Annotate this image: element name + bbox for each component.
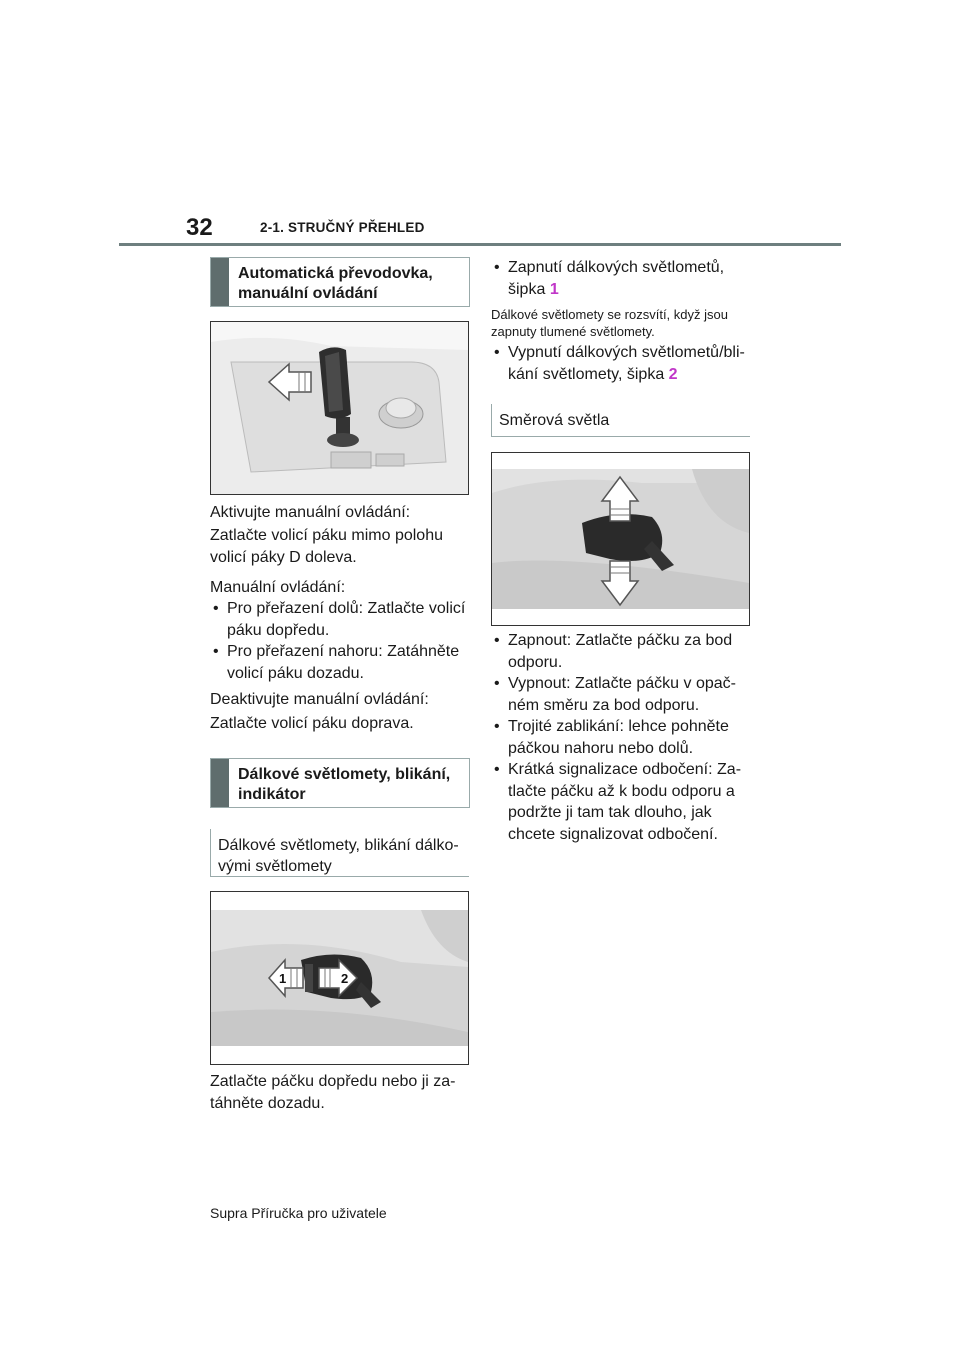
section-title: 2-1. STRUČNÝ PŘEHLED [260,220,425,235]
heading-automatic-transmission [210,257,470,307]
subheading-high-beams-flash [210,829,469,877]
list-item: • Vypnutí dálkových světlometů/bli-kání světlomety, šipka 2 [491,342,753,385]
arrow-label-1: 1 [279,971,287,986]
turn-signal-lever-image [491,452,750,626]
heading-accent-bar [211,258,229,306]
list-item: • Zapnutí dálkových světlometů, šipka 1 [491,257,749,300]
list-item: • Trojité zablikání: lehce pohněte páčkou nahoru nebo dolů. [491,716,753,759]
text-manual: Manuální ovládání: [210,579,346,596]
header-rule [119,243,841,246]
high-beam-lever-image [210,891,469,1065]
footer-text: Supra Příručka pro uživatele [210,1205,387,1221]
text-deactivate: Deaktivujte manuální ovládání: [210,691,429,708]
arrow-label-2: 2 [341,971,349,986]
subheading-text: Směrová světla [499,412,610,429]
list-item: • Zapnout: Zatlačte páčku za bod odporu. [491,630,753,673]
heading-text: Automatická převodovka, manuální ovládání [238,265,433,302]
arrow-number: 2 [668,365,678,383]
heading-high-beams [210,758,470,808]
heading-accent-bar [211,759,229,807]
arrow-number: 1 [549,280,559,298]
high-beam-off-item [491,342,753,385]
text-lever-push: Zatlačte páčku dopředu nebo ji za-táhněte dozadu. [210,1073,456,1112]
subheading-turn-signals [491,404,750,437]
subheading-text: Dálkové světlomety, blikání dálko-vými světlomety [218,837,459,875]
list-item: • Pro přeřazení dolů: Zatlačte volicí páku dopředu. [210,598,468,641]
list-item: • Pro přeřazení nahoru: Zatáhněte volicí páku dozadu. [210,641,468,684]
manual-bullet-list [210,598,468,684]
text-push-left: Zatlačte volicí páku mimo polohu volicí páky D doleva. [210,527,443,566]
high-beam-on-item [491,257,749,300]
text-activate: Aktivujte manuální ovládání: [210,504,411,521]
note-high-beam: Dálkové světlomety se rozsvítí, když jsou zapnuty tlumené světlomety. [491,307,728,339]
heading-text: Dálkové světlomety, blikání, indikátor [238,766,451,803]
text-push-right: Zatlačte volicí páku doprava. [210,715,414,732]
turn-signal-bullet-list [491,630,753,845]
list-item: • Vypnout: Zatlačte páčku v opač-ném směru za bod odporu. [491,673,753,716]
gear-selector-image [210,321,469,495]
list-item: • Krátká signalizace odbočení: Za-tlačte páčku až k bodu odporu a podržte ji tam tak dlouho, jak chcete signalizovat odbočení. [491,759,753,845]
page-number: 32 [186,214,213,241]
